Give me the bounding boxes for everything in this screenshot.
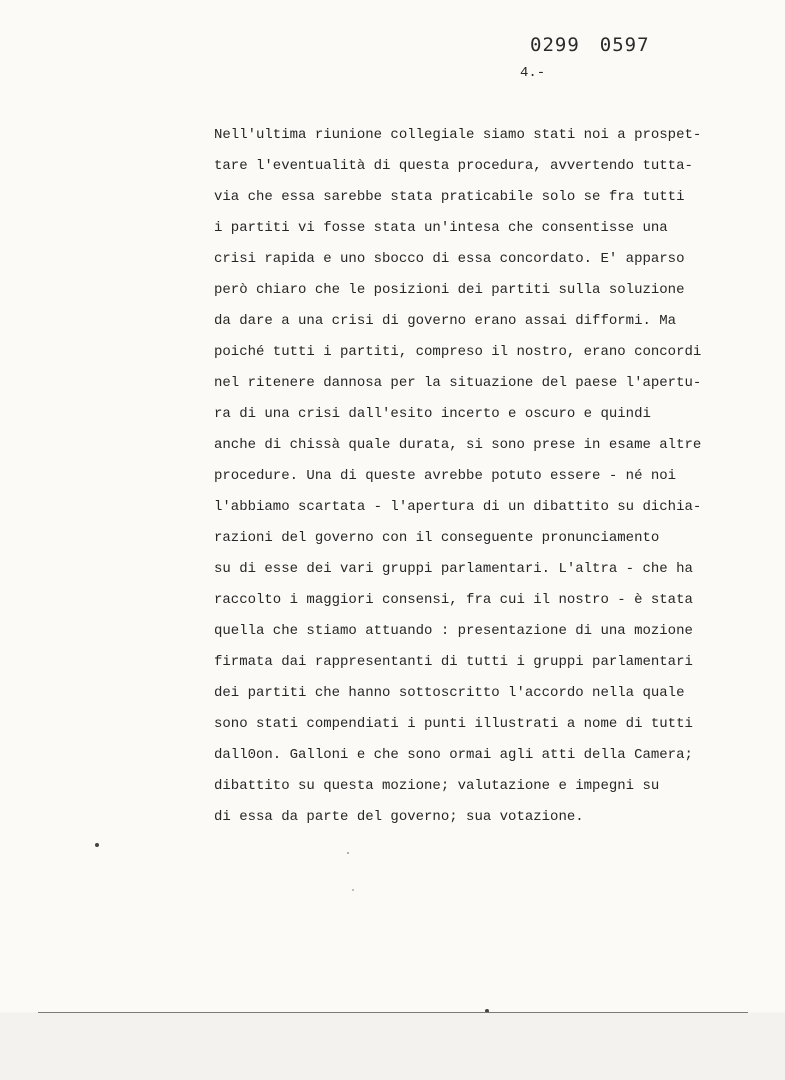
text-line: raccolto i maggiori consensi, fra cui il nostro - è stata [214, 592, 693, 608]
text-line: razioni del governo con il conseguente pronunciamento [214, 530, 660, 546]
text-line: i partiti vi fosse stata un'intesa che consentisse una [214, 220, 668, 236]
text-line: anche di chissà quale durata, si sono prese in esame altre [214, 437, 702, 453]
text-line: dall0on. Galloni e che sono ormai agli atti della Camera; [214, 747, 693, 763]
ink-speck [347, 852, 349, 854]
text-line: però chiaro che le posizioni dei partiti sulla soluzione [214, 282, 685, 298]
text-line: su di esse dei vari gruppi parlamentari. L'altra - che ha [214, 561, 693, 577]
archive-number-left: 0299 [530, 34, 580, 56]
text-line: dei partiti che hanno sottoscritto l'accordo nella quale [214, 685, 685, 701]
page-number: 4.- [520, 65, 546, 81]
text-line: firmata dai rappresentanti di tutti i gruppi parlamentari [214, 654, 693, 670]
scan-background [0, 1013, 785, 1080]
text-line: via che essa sarebbe stata praticabile solo se fra tutti [214, 189, 685, 205]
text-line: tare l'eventualità di questa procedura, avvertendo tutta- [214, 158, 693, 174]
ink-speck [95, 843, 99, 847]
text-line: poiché tutti i partiti, compreso il nostro, erano concordi [214, 344, 702, 360]
text-line: dibattito su questa mozione; valutazione e impegni su [214, 778, 660, 794]
archive-stamp-number [530, 34, 650, 56]
text-line: sono stati compendiati i punti illustrati a nome di tutti [214, 716, 693, 732]
text-line: procedure. Una di queste avrebbe potuto essere - né noi [214, 468, 677, 484]
text-line: di essa da parte del governo; sua votazione. [214, 809, 584, 825]
body-text [214, 120, 774, 833]
ink-speck [352, 889, 354, 891]
text-line: ra di una crisi dall'esito incerto e oscuro e quindi [214, 406, 651, 422]
archive-number-right: 0597 [599, 34, 650, 56]
text-line: Nell'ultima riunione collegiale siamo stati noi a prospet- [214, 127, 702, 143]
text-line: da dare a una crisi di governo erano assai difformi. Ma [214, 313, 677, 329]
text-line: quella che stiamo attuando : presentazione di una mozione [214, 623, 693, 639]
text-line: crisi rapida e uno sbocco di essa concordato. E' apparso [214, 251, 685, 267]
text-line: l'abbiamo scartata - l'apertura di un dibattito su dichia- [214, 499, 702, 515]
text-line: nel ritenere dannosa per la situazione del paese l'apertu- [214, 375, 702, 391]
